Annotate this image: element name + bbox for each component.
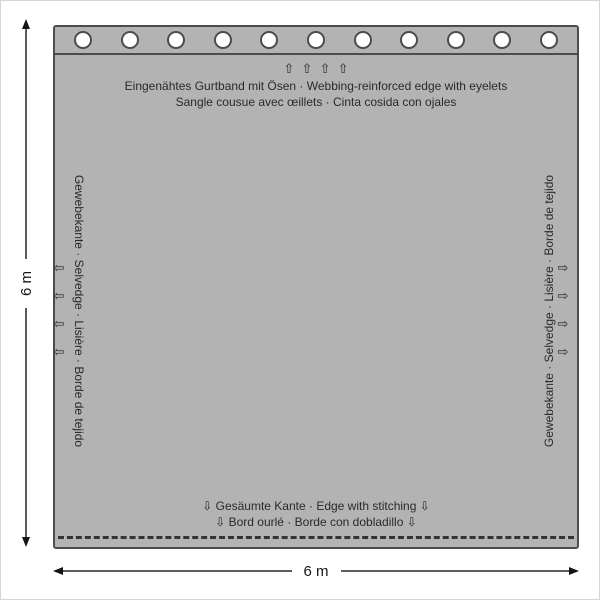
top-edge-annotation [55, 63, 577, 110]
arrow-up-icon [22, 19, 30, 29]
right-arrow-icon: ⇨ [557, 317, 569, 332]
eyelet [540, 31, 558, 49]
eyelet [260, 31, 278, 49]
eyelet [354, 31, 372, 49]
arrow-left-icon [53, 567, 63, 575]
eyelet [74, 31, 92, 49]
right-arrows-icon [558, 262, 569, 360]
width-dimension [53, 562, 579, 580]
right-edge-label: Gewebekante · Selvedge · Lisière · Borde de tejido [542, 174, 556, 448]
dimension-line [25, 308, 27, 538]
stitching-dashed-line [58, 536, 574, 539]
height-dimension [17, 19, 35, 547]
webbing-band [55, 27, 577, 55]
right-arrow-icon: ⇨ [557, 261, 569, 276]
bottom-edge-annotation [55, 498, 577, 530]
eyelet [447, 31, 465, 49]
dimension-line [341, 570, 570, 572]
eyelet [121, 31, 139, 49]
left-arrow-icon: ⇦ [53, 289, 65, 304]
eyelet [307, 31, 325, 49]
eyelet [214, 31, 232, 49]
top-edge-label-de-en: Eingenähtes Gurtband mit Ösen · Webbing-reinforced edge with eyelets [124, 79, 508, 93]
left-arrow-icon: ⇦ [53, 317, 65, 332]
left-arrows-icon [54, 262, 65, 360]
bottom-edge-label-fr-es: ⇩ Bord ourlé · Borde con dobladillo ⇩ [215, 515, 417, 529]
top-edge-label-fr-es: Sangle cousue avec œillets · Cinta cosida con ojales [175, 95, 457, 109]
bottom-edge-label-de-en: ⇩ Gesäumte Kante · Edge with stitching ⇩ [202, 499, 430, 513]
right-arrow-icon: ⇨ [557, 345, 569, 360]
eyelet [493, 31, 511, 49]
eyelet-row [55, 31, 577, 49]
dimension-line [63, 570, 292, 572]
width-dimension-label: 6 m [303, 562, 329, 580]
eyelet [400, 31, 418, 49]
dimension-line [25, 29, 27, 259]
height-dimension-label: 6 m [17, 270, 35, 296]
eyelet [167, 31, 185, 49]
left-arrow-icon: ⇦ [53, 345, 65, 360]
tarpaulin-sheet [53, 25, 579, 549]
left-arrow-icon: ⇦ [53, 261, 65, 276]
arrow-down-icon [22, 537, 30, 547]
right-arrow-icon: ⇨ [557, 289, 569, 304]
left-edge-label: Gewebekante · Selvedge · Lisière · Borde de tejido [72, 174, 86, 448]
up-arrows-icon: ⇧ ⇧ ⇧ ⇧ [283, 62, 349, 77]
arrow-right-icon [569, 567, 579, 575]
